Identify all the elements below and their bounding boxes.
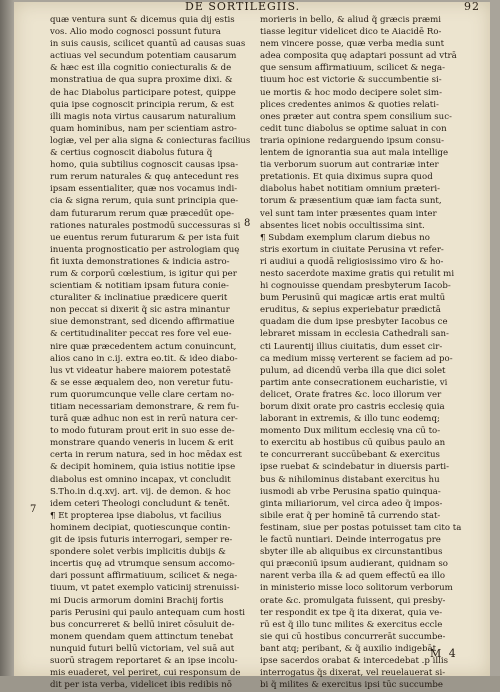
page-number: 92 xyxy=(464,0,480,13)
text-line: alios cano in c.ij. extra eo.tit. & ideo diabo- xyxy=(50,353,238,364)
text-line: monstrare quando veneris in lucem & erit xyxy=(50,438,234,449)
text-line: momento Dux militum ecclesię vna cū to- xyxy=(260,426,441,437)
text-line: tiuum, vt patet exemplo vaticinij strenuissi- xyxy=(50,583,240,594)
text-line: pretationis. Et quia diximus supra quod xyxy=(260,172,433,183)
text-line: morieris in bello, & aliud q̃ græcis præmi xyxy=(260,15,441,25)
text-line: laborant in extremis, & illo tunc eodemq; xyxy=(260,414,440,425)
text-line: stris exortum in ciuitate Perusina vt refer- xyxy=(260,244,444,255)
text-line: de hac Diabolus participare potest, quippe xyxy=(50,87,236,98)
text-line: iusmodi ab vrbe Perusina spatio quinqua- xyxy=(260,486,441,497)
right-margin-number: 8 xyxy=(244,218,251,229)
text-line: eruditus, & sepius experiebatur prædictā xyxy=(260,305,441,316)
text-line: bus & nihilominus distabant exercitus hu xyxy=(260,474,440,485)
running-header xyxy=(60,0,480,14)
text-line: ginta miliariorum, vel circa adeo q̃ impos- xyxy=(260,498,443,509)
text-line: non peccat si dixerit q̃ sic astra minantur xyxy=(50,305,230,316)
text-line: interrogatus q̃s dixerat, vel reuelauerat si- xyxy=(260,668,446,679)
signature-mark: M 4 xyxy=(430,647,458,660)
text-line: ¶ Subdam exemplum clarum diebus no xyxy=(260,232,430,243)
text-line: nesto sacerdote maxime gratis qui retulit mi xyxy=(260,268,455,279)
right-text-column xyxy=(260,14,478,691)
text-line: certa in rerum natura, sed in hoc mēdax est xyxy=(50,450,242,461)
text-line: git de ipsis futuris interrogari, semper re- xyxy=(50,535,233,546)
text-line: hominem decipiat, quotiescunque contin- xyxy=(50,522,231,533)
text-line: to exercitu ab hostibus cū quibus paulo an xyxy=(260,438,446,449)
text-line: rū est q̃ illo tunc milites & exercitus eccle xyxy=(260,619,443,630)
text-line: rum & corporū cœlestium, is igitur qui per xyxy=(50,268,237,279)
running-title: DE SORTILEGIIS. xyxy=(185,0,301,13)
text-line: homo, quia subtilius cognoscit causas ipsa- xyxy=(50,160,239,171)
text-line: bus concurreret & bellū iniret cōsuluit de- xyxy=(50,619,235,630)
text-line: in suis causis, scilicet quantū ad causas suas xyxy=(50,39,246,50)
text-line: mi Ducis armorum domini Brachij fortis xyxy=(50,595,224,606)
text-line: paris Perusini qui paulo antequam cum hosti xyxy=(50,607,246,618)
text-line: lentem de ignorantia sua aut mala intellige xyxy=(260,148,449,159)
text-line: logiæ, vel per alia signa & coniecturas facilius xyxy=(50,135,251,146)
text-line: sie qui cū hostibus concurrerāt succumbe- xyxy=(260,631,446,642)
text-line: torum & præsentium quæ iam facta sunt, xyxy=(260,196,442,207)
text-line: bant atq; peribant, & q̃ auxilio indigebāt xyxy=(260,643,437,654)
text-line: tiuum hoc est victorie & succumbentie si- xyxy=(260,75,442,86)
text-line: illi magis nota virtus causarum naturalium xyxy=(50,111,236,122)
text-line: orate &c. promulgata fuissent, qui presby- xyxy=(260,595,446,606)
book-gutter-shadow xyxy=(0,0,14,692)
text-line: diabolus est omnino incapax, vt concludit xyxy=(50,474,231,485)
text-line: monem quendam quem attinctum tenebat xyxy=(50,631,234,642)
text-line: ipsam essentialiter, quæ nos vocamus indi- xyxy=(50,184,238,195)
text-line: ones præter aut contra spem consilium suc- xyxy=(260,111,452,122)
text-line: que sensum affirmatiuum, scilicet & nega- xyxy=(260,63,446,74)
text-line: nunquid futuri bellū victoriam, vel suā aut xyxy=(50,643,235,654)
text-line: & hæc est illa cognitio coniecturalis & de xyxy=(50,63,232,74)
text-line: vel sunt tam inter præsentes quam inter xyxy=(260,208,437,219)
text-line: nire quæ præcedentem actum conuincunt, xyxy=(50,341,237,352)
text-line: festinam, siue per postas potuisset tam cito ta xyxy=(260,522,462,533)
text-line: le factū nuntiari. Deinde interrogatus pre xyxy=(260,535,441,546)
text-line: ter respondit ex tpe q̃ ita dixerat, quia ve- xyxy=(260,607,443,618)
text-line: spondere solet verbis implicitis dubijs & xyxy=(50,547,226,558)
text-line: sibile erat q̃ per hominē tā currendo stat- xyxy=(260,510,441,521)
text-line: cedit tunc diabolus se optime saluat in con xyxy=(260,123,447,134)
text-line: S.Tho.in d.q.xvj. art. vij. de demon. & hoc xyxy=(50,486,231,497)
text-line: dam futurarum rerum quæ præcedūt ope- xyxy=(50,208,234,219)
text-line: incertis quę ad vtrumque sensum accomo- xyxy=(50,559,235,570)
text-line: bi q̃ milites & exercitus ipsi tūc succumbe xyxy=(260,680,444,691)
text-line: rum quorumcunque velle clare certam no- xyxy=(50,389,235,400)
text-line: delicet, Orate fratres &c. loco illorum ver xyxy=(260,389,442,400)
text-line: absentes licet nobis occultissima sint. xyxy=(260,220,425,231)
text-line: & certius cognoscit diabolus futura q̃ xyxy=(50,148,213,159)
text-line: diabolus habet notitiam omnium præteri- xyxy=(260,184,441,195)
text-line: borum dixit orate pro castris ecclesię quia xyxy=(260,402,445,412)
text-line: vos. Alio modo cognosci possunt futura xyxy=(50,27,221,38)
text-line: tia verborum suorum aut contrariæ inter xyxy=(260,160,439,171)
text-line: ipse sacerdos orabat & intercedebat .p illis xyxy=(260,655,449,666)
text-line: te concurrerant succūbebant & exercitus xyxy=(260,450,440,461)
text-line: rum rerum naturales & quę antecedunt res xyxy=(50,172,239,183)
text-line: dit per ista verba, videlicet ibis redibis nō xyxy=(50,680,232,691)
text-line: & se esse æqualem deo, non veretur futu- xyxy=(50,377,234,388)
text-line: rationes naturales postmodū successuras si xyxy=(50,220,241,231)
text-line: ipse ruebat & scindebatur in diuersis parti- xyxy=(260,462,450,473)
text-line: hi cognouisse quendam presbyterum Iacob- xyxy=(260,281,451,292)
text-line: actiuas vel secundum potentiam causarum xyxy=(50,51,237,62)
text-line: ue mortis & hoc modo decipere solet sim- xyxy=(260,87,442,98)
text-line: partim ante consecrationem eucharistie, vi xyxy=(260,377,448,388)
text-line: idem ceteri Theologi concludunt & tenēt. xyxy=(50,498,230,509)
text-line: lebraret missam in ecclesia Cathedrali san- xyxy=(260,329,449,340)
text-line: bum Perusinū qui magicæ artis erat multū xyxy=(260,293,446,304)
text-line: quæ ventura sunt & dicemus quia dij estis xyxy=(50,15,235,25)
left-margin-number: 7 xyxy=(30,504,37,515)
text-line: plices credentes animos & quoties relati- xyxy=(260,99,439,110)
text-line: & decipit hominem, quia istius notitie ipse xyxy=(50,462,236,473)
text-line: quam hominibus, nam per scientiam astro- xyxy=(50,123,237,134)
text-line: suorū stragem reportaret & an ipse incolu- xyxy=(50,655,238,666)
text-line: quadam die dum ipse presbyter Iacobus ce xyxy=(260,317,448,328)
text-line: sbyter ille ab aliquibus ex circunstantibus xyxy=(260,547,443,558)
text-line: lus vt videatur habere maiorem potestatē xyxy=(50,365,231,376)
text-line: quia ipse cognoscit principia rerum, & est xyxy=(50,99,234,110)
text-line: tiasse legitur videlicet dico te Aiacidē Ro- xyxy=(260,27,442,38)
text-line: ue euentus rerum futurarum & per ista fuit xyxy=(50,232,240,243)
text-line: dari possunt affirmatiuum, scilicet & nega- xyxy=(50,571,238,582)
text-line: monstratiua de qua supra proxime dixi. & xyxy=(50,75,233,86)
text-line: & certitudinaliter peccat res fore vel eue- xyxy=(50,329,232,340)
text-line: pulum, ad dicendū verba illa que dici solet xyxy=(260,365,446,376)
text-line: cturaliter & inclinatiue prædicere querit xyxy=(50,293,228,304)
text-line: scientiam & notitiam ipsam futura conie- xyxy=(50,281,229,292)
text-line: cia & signa rerum, quia sunt principia que- xyxy=(50,196,239,207)
text-line: inuenta prognosticatio per astrologiam quę xyxy=(50,244,240,255)
text-line: titiam necessariam demonstrare, & rem fu- xyxy=(50,402,240,412)
text-line: nem vincere posse, quæ verba media sunt xyxy=(260,39,445,50)
text-line: to modo futuram prout erit in suo esse de- xyxy=(50,426,235,437)
text-line: traria opinione redarguendo ipsum consu- xyxy=(260,135,445,146)
text-line: siue demonstrant, sed dicendo affirmatiue xyxy=(50,317,235,328)
text-line: turā quæ adhuc non est in rerū natura cer- xyxy=(50,414,238,425)
text-line: fit iuxta demonstrationes & indicia astro- xyxy=(50,256,230,267)
text-line: qui præconiū ipsum audierant, quidnam so xyxy=(260,559,448,570)
text-line: mis euaderet, vel periret, cui responsum de xyxy=(50,668,241,679)
text-line: ca medium missę verterent se faciem ad po- xyxy=(260,353,453,364)
text-line: cti Laurentij illius ciuitatis, dum esset cir- xyxy=(260,341,443,352)
left-text-column xyxy=(50,14,250,691)
text-line: ¶ Et propterea ipse diabolus, vt facilius xyxy=(50,510,222,521)
text-line: adea composita quę adaptari possunt ad vtrā xyxy=(260,51,457,62)
text-line: ri audiui a quodā religiosissimo viro & ho- xyxy=(260,256,444,267)
text-line: in ministerio misse loco solitorum verborum xyxy=(260,583,453,594)
text-line: narent verba illa & ad quem effectū ea illo xyxy=(260,571,445,582)
